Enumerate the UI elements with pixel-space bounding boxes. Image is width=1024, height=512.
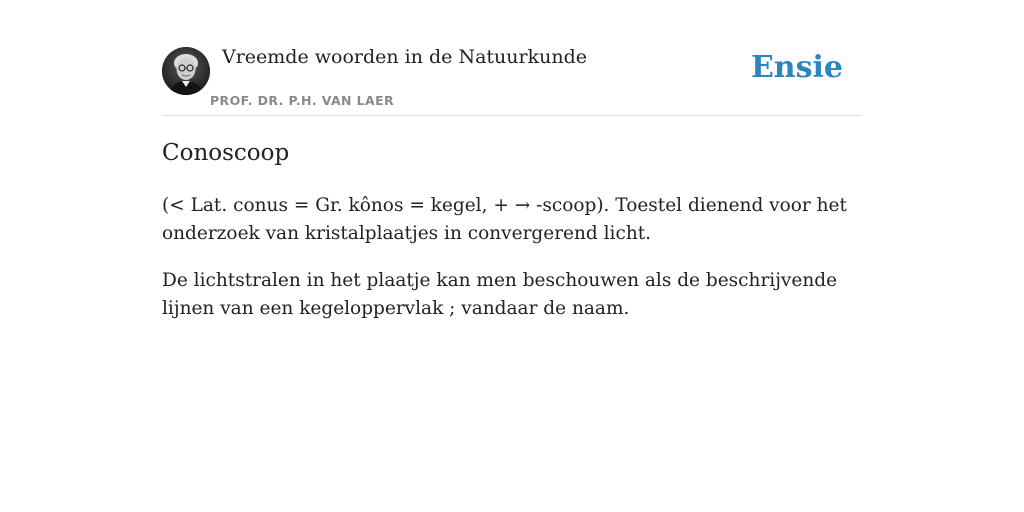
entry-title: Conoscoop	[162, 140, 290, 166]
page-container	[162, 0, 862, 319]
entry-paragraph-2: De lichtstralen in het plaatje kan men beschouwen als de beschrijvende lijnen van een kegeloppervlak ; vandaar de naam.	[162, 270, 838, 319]
author-name[interactable]: PROF. DR. P.H. VAN LAER	[210, 93, 395, 108]
book-title[interactable]: Vreemde woorden in de Natuurkunde	[222, 46, 587, 68]
entry-paragraph-1: (< Lat. conus = Gr. kônos = kegel, + → -scoop). Toestel dienend voor het onderzoek van kristalplaatjes in convergerend licht.	[162, 195, 847, 244]
author-avatar	[162, 47, 210, 95]
page-header	[162, 0, 862, 116]
ensie-logo-link[interactable]: Ensie	[750, 50, 843, 85]
author-portrait-icon	[162, 47, 210, 95]
